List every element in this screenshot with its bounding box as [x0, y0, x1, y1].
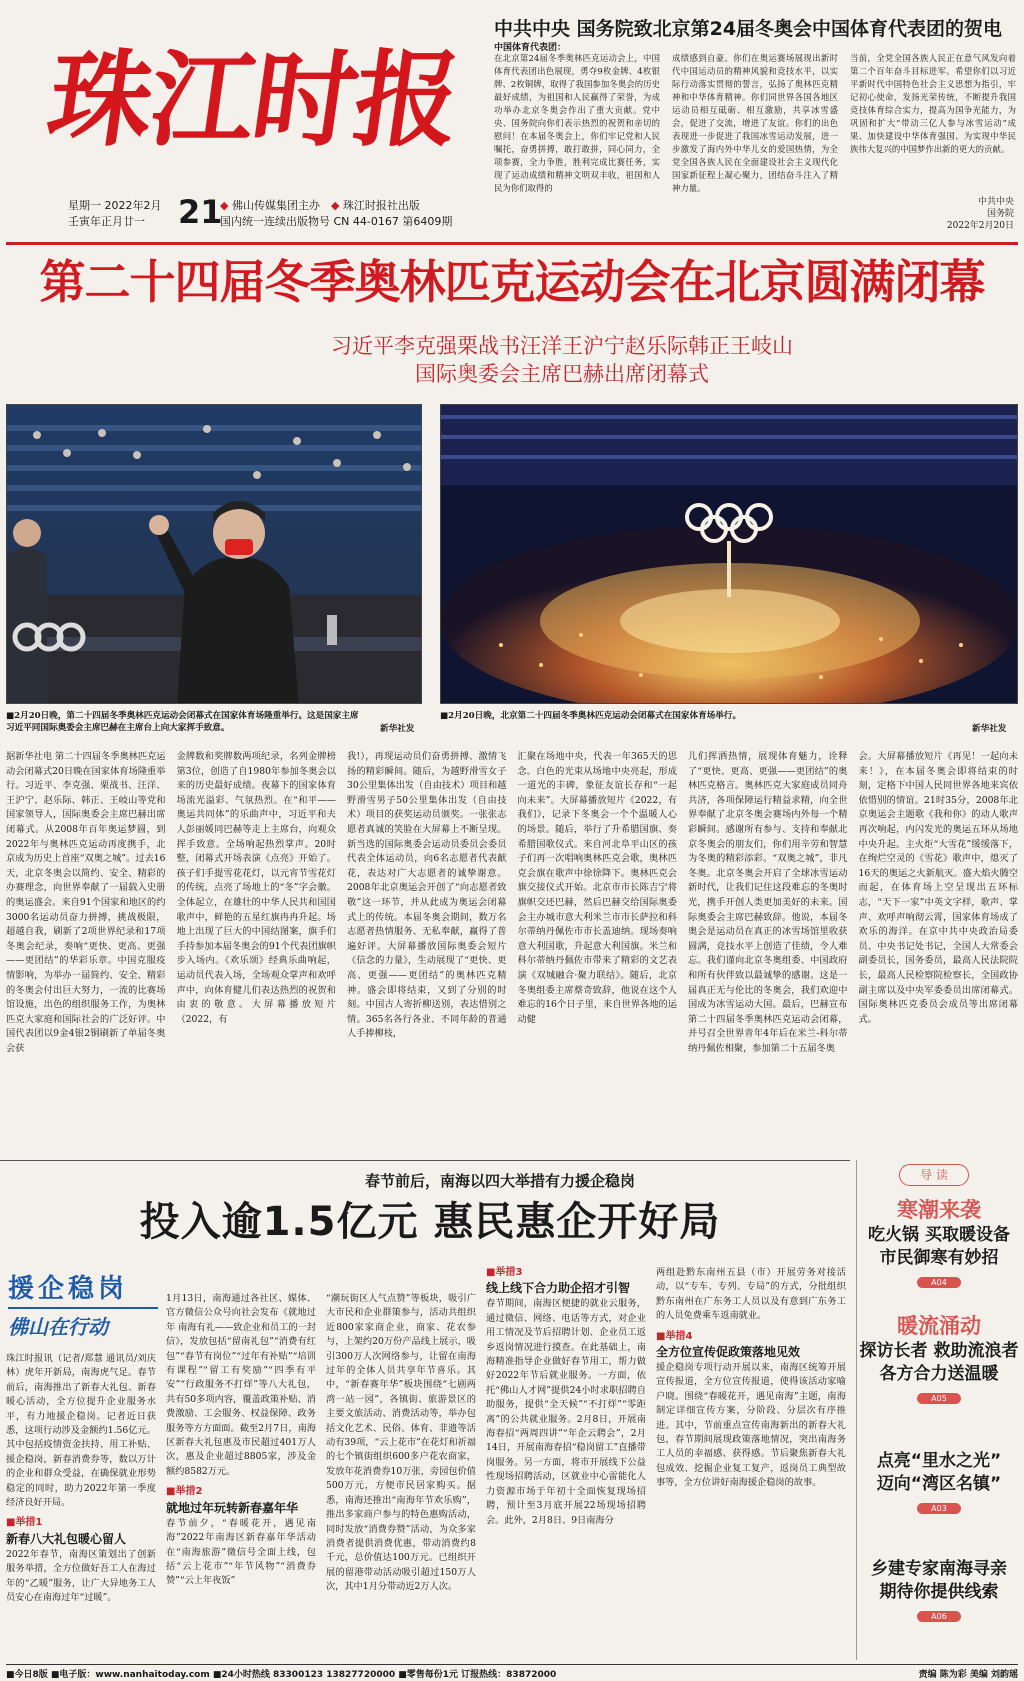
guide-panel: [856, 1160, 1020, 1660]
section2-headline: 投入逾1.5亿元 惠民惠企开好局: [139, 1199, 721, 1245]
measure-2-title: 就地过年玩转新春嘉年华: [166, 1500, 299, 1515]
badge-top: 援企稳岗: [8, 1274, 129, 1304]
guide-item-3-line1: 点亮“里水之光”: [876, 1451, 1002, 1471]
right-photo-credit: 新华社发: [972, 724, 1007, 734]
letter-body: [494, 52, 1016, 208]
guide-item-4-line2: 期待你提供线索: [879, 1582, 999, 1602]
article-col-4: 汇聚在场地中央，代表一年365天的思念。白色的光束从场地中央亮起，形成一道光的丰碑，象征友谊长存和“一起向未来”。大屏幕播放短片《2022，有我们》，记录下冬奥会一个个温暖人心的场景。随后，举行了升希腊国旗、奏希腊国歌仪式。来自河北阜平山区的孩子们再一次唱响奥林匹克会歌，奥林匹克会旗在歌声中徐徐降下。奥林匹克会旗交接仪式开始。北京市市长陈吉宁将旗帜交还巴赫，然后巴赫交给国际奥委会主办城市意大利米兰市市长萨拉和科尔蒂纳丹佩佐市市长盖迪纳。现场奏响意大利国歌，升起意大利国旗。米兰和科尔蒂纳丹佩佐市带来了精彩的文艺表演《双城融合·聚力联结》。随后，北京冬奥组委主席蔡奇致辞，他说在这个人难忘的16个日子里，来自世界各地的运动健: [517, 751, 677, 1025]
measure-4-label: ■举措4: [656, 1330, 693, 1342]
badge-bottom: 佛山在行动: [8, 1307, 158, 1340]
measure-3-title: 线上线下合力助企招才引智: [486, 1281, 631, 1296]
flame-icon-2: ◆: [330, 199, 340, 212]
guide-item-4-page: A06: [917, 1611, 961, 1622]
letter-col-1: 在北京第24届冬季奥林匹克运动会上，中国体育代表团出色展现，勇夺9枚金牌、4枚银牌、2枚铜牌，取得了我国参加冬奥会的历史最好成绩，为祖国和人民赢得了荣誉，为成功举办北京冬奥会作出了重大贡献。党中央、国务院向你们表示热烈的祝贺和亲切的慰问！在本届冬奥会上，你们牢记党和人民嘱托，奋勇拼搏，敢打敢拼，同心同力，全项参赛，全力争胜，胜利完成比赛任务，实现了运动成绩和精神文明双丰收，祖国和人民为你们取得的: [494, 53, 660, 193]
article-col-5: 儿们挥洒热情，展现体育魅力，诠释了“更快、更高、更强——更团结”的奥林匹克格言。奥林匹克大家庭成员同舟共济，各项保障运行精益求精，向全世界奉献了北京冬奥会赛场内外每一个精彩瞬间。感谢所有参与、支持和奉献北京冬奥会的朋友们，你们用辛劳和智慧为冬奥的精彩添彩。“双奥之城”，非凡冬奥。北京冬奥会开启了全球冰雪运动新时代，让我们记住这段难忘的冬奥时光，携手开创人类更加美好的未来。国际奥委会主席巴赫致辞。他说，本届冬奥会是运动员在真正的冰雪场馆里收获圆满，竞技水平上创造了佳绩，令人难忘。我们谨向北京冬奥组委、中国政府和所有伙伴致以最诚挚的感谢。这是一届真正无与伦比的冬奥会，我们欢迎中国成为冰雪运动大国。最后，巴赫宣布第二十四届冬季奥林匹克运动会闭幕，并号召全世界青年4年后在米兰-科尔蒂纳丹佩佐相聚，参加第二十五届冬奥: [688, 751, 848, 1054]
article-col-3: 我!），再现运动员们奋勇拼搏、激情飞扬的精彩瞬间。随后，为越野滑雪女子30公里集体出发（自由技术）项目和越野滑雪男子50公里集体出发（自由技术）项目的获奖运动员颁奖。一张张志愿者真诚的笑脸在大屏幕上不断呈现。新当选的国际奥委会运动员委员会委员代表全体运动员，向6名志愿者代表献花，表达对广大志愿者的诚挚谢意。2008年北京奥运会开创了“向志愿者致敬”这一环节，并从此成为奥运会闭幕式上的传统。本届冬奥会期间，数万名志愿者热情服务、无私奉献，赢得了普遍好评。大屏幕播放国际奥委会短片《信念的力量》，生动展现了“更快、更高、更强——更团结”的奥林匹克精神。盛会即将结束，又到了分别的时刻。中国古人寄折柳送别，表达惜别之情。365名各行各业、不同年龄的普通人手捧柳枝，: [347, 751, 507, 1040]
campaign-badge: [8, 1268, 158, 1348]
subheadline-2: 国际奥委会主席巴赫出席闭幕式: [415, 362, 709, 386]
letter-col-2: 成绩感到自豪。你们在奥运赛场展现出新时代中国运动员的精神风貌和竞技水平，以实际行动落实贯彻的誓言，弘扬了奥林匹克精神和中华体育精神。你们同世界各国各地区运动员相互砥砺、相互激励，共享冰雪盛会，促进了交流，增进了友谊。你们的出色表现进一步促进了我国冰雪运动发展，进一步激发了海内外中华儿女的爱国热情，为全党全国各族人民在全面建设社会主义现代化国家新征程上凝心聚力，团结奋斗注入了精神力量。: [672, 53, 838, 193]
measure-3-text: 春节期间，南海区便捷的就业云服务，通过微信、网络、电话等方式，对企业用工情况及节后招聘计划、企业员工返乡返岗情况进行摸查。在此基础上，南海精准指导企业做好春节用工，帮力做好2022年节后就业服务。一方面，依托“佛山人才网”提供24小时求职招聘自助服务，提供“全天候”“不打烊”“零距离”的公共就业服务。2月8日，开展南海春招“两周四讲”“年企云聘会”，2月14日，开展南海春招“稳岗留工”直播带岗服务。另一方面，将市开展线下公益性现场招聘活动，区就业中心雷能化人力资源市场于年初十全面恢复现场招聘，预计至3月底开展22场现场招聘会。此外，2月8日、9日南海分: [486, 1298, 646, 1526]
s2-col-4: [486, 1266, 646, 1656]
section-divider: [0, 1160, 850, 1161]
measure-1-title: 新春八大礼包暖心留人: [6, 1531, 127, 1546]
letter-salutation: 中国体育代表团：: [494, 43, 567, 53]
guide-tag: 导 读: [899, 1164, 969, 1186]
guide-item-1-kicker: 寒潮来袭: [897, 1198, 981, 1222]
measure-3-label: ■举措3: [486, 1267, 523, 1278]
letter-col-3: 当前，全党全国各族人民正在意气风发向着第二个百年奋斗目标进军。希望你们以习近平新时代中国特色社会主义思想为指引，牢记初心使命，发扬光荣传统，不断提升我国竞技体育综合实力，提高为国争光能力，为巩固和扩大“带动三亿人参与冰雪运动”成果、加快建设中华体育强国、为实现中华民族伟大复兴的中国梦作出新的更大的贡献。: [850, 53, 1016, 154]
sign-date: 2022年2月20日: [946, 221, 1014, 231]
photo-closing-ceremony-stadium: [440, 404, 1018, 704]
right-photo-caption: ■2月20日晚，北京第二十四届冬季奥林匹克运动会闭幕式在国家体育场举行。: [440, 711, 742, 721]
lunar-date: 壬寅年正月廿一: [68, 215, 145, 228]
s2-col-2-text: 1月13日，南海通过各社区、媒体、官方微信公众号向社会发布《就地过年 南海有礼——致企业和员工的一封信》，发放包括“留南礼包”“消费有红包”“春节有岗位”“过年有补贴”“培训有课程”“留工有奖励”“四季有平安”“行政服务不打烊”等八大礼包，共有50多项内容，覆盖政策补贴、消费激励、工会服务、权益保障、政务服务等方方面面。截至2月7日，南海区新春大礼包惠及市民超过401万人次，惠及企业超过8805家，涉及金额约8582万元。: [166, 1293, 316, 1477]
letter-title: 中共中央 国务院致北京第24届冬奥会中国体育代表团的贺电: [494, 18, 1003, 40]
subheadline-1: 习近平李克强栗战书汪洋王沪宁赵乐际韩正王岐山: [331, 334, 793, 358]
guide-item-1-line1: 吃火锅 买取暖设备: [868, 1225, 1010, 1245]
newspaper-logo: 珠江时报: [40, 38, 466, 161]
flame-icon: ◆: [220, 199, 229, 212]
guide-item-1-page: A04: [917, 1277, 961, 1288]
main-headline: 第二十四届冬季奥林匹克运动会在北京圆满闭幕: [39, 255, 985, 309]
s2-col-5-text: 两组赴黔东南州五县（市）开展劳务对接活动，以“专车、专列、专局”的方式，分批组织黔东南州在广东务工人员以及有意到广东务工的人员免费乘车返南就业。: [656, 1267, 846, 1322]
footer-editors: 责编 陈为彩 美编 刘韵瑶: [918, 1670, 1018, 1680]
guide-item-2-page: A05: [917, 1393, 961, 1404]
article-body: [6, 750, 1018, 1150]
s2-col-5: [656, 1266, 846, 1656]
page-footer: [6, 1664, 1018, 1680]
article-col-1: 据新华社电 第二十四届冬季奥林匹克运动会闭幕式20日晚在国家体育场隆重举行。习近平、李克强、栗战书、汪洋、王沪宁、赵乐际、韩正、王岐山等党和国家领导人，国际奥委会主席巴赫出席闭幕式。从2008年百年奥运梦圆，到2022年与奥林匹克运动再度携手，北京成为历史上首座“双奥之城”。过去16天，北京冬奥会以简约、安全、精彩的办赛理念，向世界奉献了一届载入史册的奥运盛会。来自91个国家和地区的约3000名运动员奋力拼搏，挑战极限，超越自我，刷新了2项世界纪录和17项冬奥会纪录，奏响“更快、更高、更强——更团结”的华彩乐章。中国克服疫情影响，为举办一届简约、安全、精彩的冬奥会付出巨大努力，一流的比赛场馆设施，出色的组织服务工作，为奥林匹克大家庭和国际社会的广泛好评。中国代表团以9金4银2铜刷新了单届冬奥会获: [6, 751, 166, 1054]
s2-intro: 珠江时报讯（记者/郑慧 通讯员/刘庆林）虎年开新局，南海虎气足。春节前后，南海推出了新春大礼包、新春暖心活动，全方位提升企业服务水平，有力地援企稳岗。记者近日获悉，这项行动涉及金额约1.56亿元。其中包括疫情资金扶持、用工补贴、援企稳岗，新春消费券等，数以万计的企业和群众受益，在确保就业形势稳定的同时，助力2022年第一季度经济良好开局。: [6, 1353, 156, 1509]
license-line: 国内统一连续出版物号 CN 44-0167 第6409期: [220, 215, 453, 228]
guide-item-1[interactable]: [857, 1196, 1021, 1289]
guide-item-2-line1: 探访长者 救助流浪者: [859, 1341, 1019, 1361]
article-col-2: 金牌数和奖牌数两项纪录，名列金牌榜第3位，创造了自1980年参加冬奥会以来的历史最好成绩。夜幕下的国家体育场流光溢彩、气氛热烈。在“和平——奥运共同体”的乐曲声中，习近平和夫人彭丽媛同巴赫等走上主席台，向观众挥手致意。全场响起热烈掌声。20时整，闭幕式开场表演《点亮》开始了。孩子们手提雪花花灯，以元宵节雪花灯的传统，点亮了场地上的“冬”字会徽。全体起立，在雄壮的中华人民共和国国歌声中，鲜艳的五星红旗冉冉升起。场地上出现了巨大的中国结图案，旗手们手持参加本届冬奥会的91个代表团旗帜步入场内。《欢乐颂》经典乐曲响起，运动员代表入场，全场观众掌声和欢呼声中，向体育健儿们表达热烈的祝贺和由衷的敬意。大屏幕播放短片（2022，有: [176, 751, 336, 1025]
dateline: [68, 193, 488, 238]
s2-col-2: [166, 1292, 316, 1656]
weekday-date: 星期一 2022年2月: [68, 199, 162, 212]
guide-item-2-kicker: 暖流涌动: [897, 1314, 981, 1338]
masthead-rule: [6, 242, 1018, 245]
guide-item-4[interactable]: [857, 1558, 1021, 1623]
sign-state-council: 国务院: [986, 209, 1014, 219]
footer-info: ■今日8版 ■电子版：www.nanhaitoday.com ■24小时热线 83300123 13827720000 ■零售每份1元 订报热线：83872000: [6, 1670, 557, 1680]
s2-col-1: [6, 1352, 156, 1652]
measure-1-text: 2022年春节，南海区策划出了创新服务举措，全方位做好吾工人在海过年的“乙暖”服务，让广大异地务工人员安心在南海过年“过暖”。: [6, 1548, 156, 1604]
issue-day: 21: [178, 193, 223, 231]
s2-col-3-text: “潮玩街区人气点赞”等板块，吸引广大市民和企业群策参与，活动共组织近800家家商企业，商家、花农参与，上架约20万份产品线上展示，吸引300万人次网络参与，让留在南海过年的全体人员共享年节喜乐。其中，“新春赛年华”板块围绕“七剧两湾一站一园”，各镇街、旅游景区的主要文旅活动、消费活动等，举办包括文化艺术、民俗、体育、非遗等活动有39项，“云上花市”在花灯和祈福的七个镇街组织600多户花农商家，发放年花消费券10万张，旁园包价值500万元，方便市民居家购买。据悉，南海还推出“南海年节欢乐购”，推出多家商户参与的特色惠购活动，同时发放“消费券赞”活动，为众多家消费者提供消费优惠，带动消费约8千元，总价值达100万元。已组织开展的留港带动活动吸引超过150万人次，其中1月分带动近2万人次。: [326, 1293, 476, 1593]
left-photo-caption: ■2月20日晚，第二十四届冬季奥林匹克运动会闭幕式在国家体育场隆重举行。这是国家主席习近平同国际奥委会主席巴赫在主席台上向大家挥手致意。: [6, 711, 359, 733]
sponsor-line: ◆ 佛山传媒集团主办 ◆ 珠江时报社出版: [220, 199, 420, 212]
article-col-6: 会。大屏幕播放短片《再见！一起向未来！》，在本届冬奥会即将结束的时刻，定格下中国人民同世界各地来宾依依惜别的情谊。21时35分，2008年北京奥运会主题歌《我和你》的动人歌声再次响起，内闪发光的奥运五环从场地中央升起。主火炬“大雪花”缓缓落下，在绚烂空灵的《雪花》歌声中，熄灭了16天的奥运之火新航灭。盛大焰火腾空而起，在体育场上空呈现出五环标志，“天下一家”中英文字样，歌声、掌声、欢呼声响彻云霄，国家体育场成了欢乐的海洋。在京中共中央政治局委员、中央书记处书记，全国人大常委会副委员长，国务委员，最高人民法院院长，最高人民检察院检察长，全国政协副主席以及中央军委委员出席闭幕式。国际奥林匹克委员会成员等出席闭幕式。: [858, 751, 1018, 1025]
guide-item-4-line1: 乡建专家南海寻亲: [871, 1559, 1007, 1579]
s2-col-3: [326, 1292, 476, 1656]
measure-4-text: 援企稳岗专项行动开展以来，南海区统筹开展宣传报道，全方位宣传报道，使得该活动家喻户晓。围绕“春暖花开，遇见南海”主题，南海制定详细宣传方案，分阶段、分层次有序推进。其中，节前重点宣传南海新出的新春大礼包，春节期间展现政策落地情况，突出南海务工人员的幸福感、获得感。节后聚焦新春大礼包成效、挖掘企业复工复产，返岗员工典型故事等，全方位讲好南海援企稳岗的故事。: [656, 1362, 846, 1489]
measure-1-label: ■举措1: [6, 1517, 43, 1529]
sign-ccp: 中共中央: [977, 197, 1014, 207]
guide-item-1-line2: 市民御寒有妙招: [879, 1248, 999, 1268]
left-photo-credit: 新华社发: [380, 724, 415, 734]
guide-item-3-line2: 迈向“湾区名镇”: [876, 1474, 1002, 1494]
measure-2-text: 春节前夕，“春暖花开，遇见南海”2022年南海区新春嘉年华活动在“南海旅游”微信号全面上线，包括“云上花市”“年节风物”“消费券赞”“云上年夜饭”: [166, 1517, 316, 1587]
section2-kicker: 春节前后，南海以四大举措有力援企稳岗: [364, 1172, 635, 1190]
letter-signature: [900, 196, 1014, 232]
guide-item-2[interactable]: [857, 1312, 1021, 1405]
guide-item-3-page: A03: [917, 1503, 961, 1514]
measure-2-label: ■举措2: [166, 1486, 203, 1498]
measure-4-title: 全方位宣传促政策落地见效: [656, 1345, 801, 1360]
guide-item-2-line2: 各方合力送温暖: [879, 1364, 999, 1384]
photo-leader-waving: [6, 404, 422, 704]
guide-item-3[interactable]: [857, 1450, 1021, 1515]
